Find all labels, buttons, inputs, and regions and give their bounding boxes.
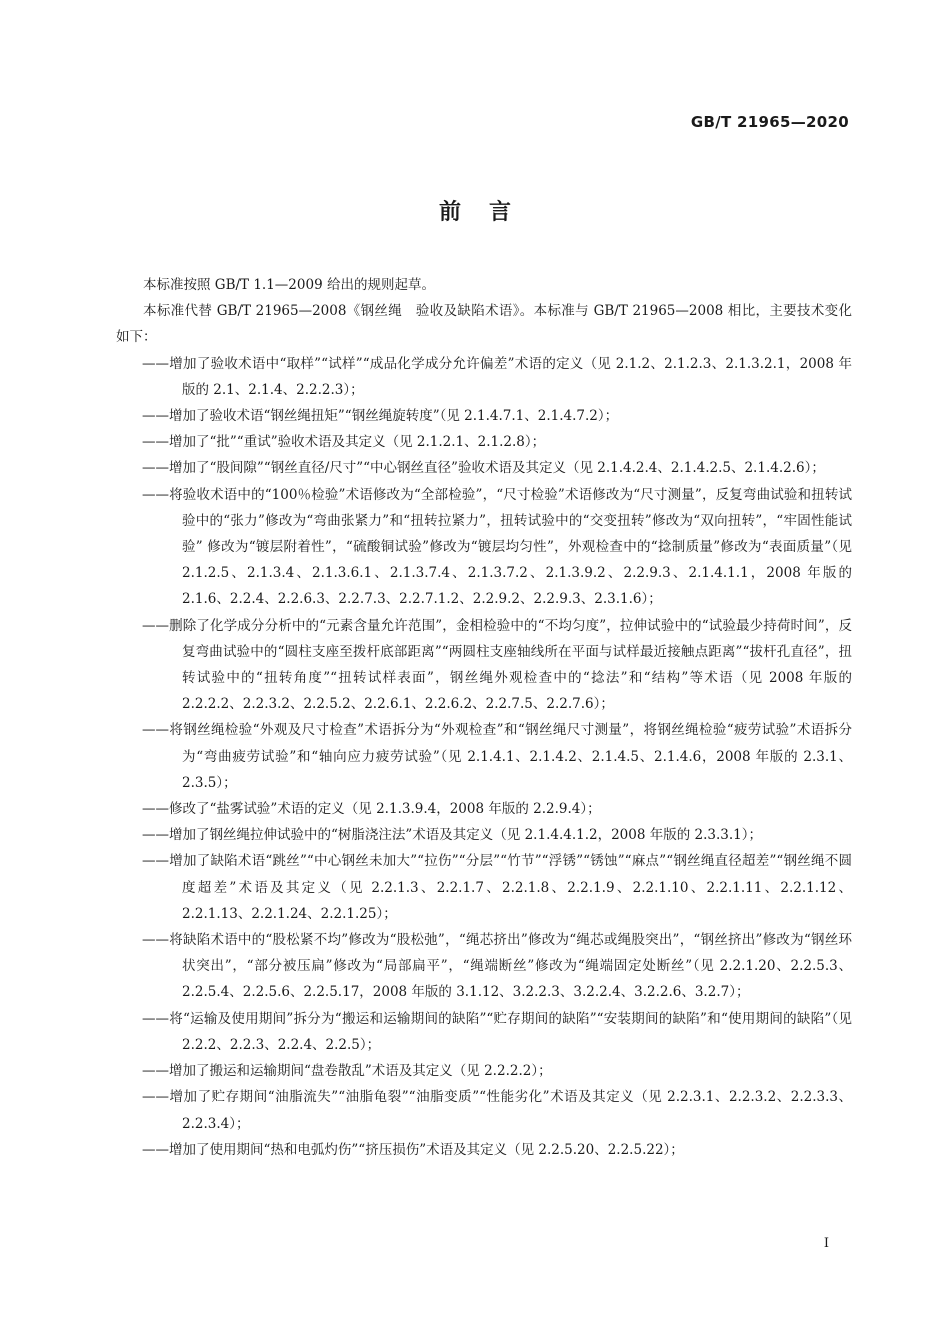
change-item: ——增加了缺陷术语“跳丝”“中心钢丝未加大”“拉伤”“分层”“竹节”“浮锈”“锈蚀”“麻点”“钢丝绳直径超差”“钢丝绳不圆度超差”术语及其定义（见 2.2.1.3、2.2.1.7、2.2.1.8、2.2.1.9、2.2.1.10、2.2.1.11、2.2.1.12、2.2.1.13、2.2.1.24、2.2.1.25）； xyxy=(142,853,852,922)
change-item: ——将钢丝绳检验“外观及尺寸检查”术语拆分为“外观检查”和“钢丝绳尺寸测量”，将钢丝绳检验“疲劳试验”术语拆分为“弯曲疲劳试验”和“轴向应力疲劳试验”（见 2.1.4.1、2.1.4.2、2.1.4.5、2.1.4.6，2008 年版的 2.3.1、2.3.5）； xyxy=(142,722,852,791)
page-title: 前言 xyxy=(438,200,539,225)
change-item: ——将验收术语中的“100％检验”术语修改为“全部检验”，“尺寸检验”术语修改为“尺寸测量”，反复弯曲试验和扭转试验中的“张力”修改为“弯曲张紧力”和“扭转拉紧力”，扭转试验中的“交变扭转”修改为“双向扭转”，“牢固性能试验” 修改为“镀层附着性”，“硫酸铜试验”修改为“镀层均匀性”，外观检查中的“捻制质量”修改为“表面质量”（见 2.1.2.5、2.1.3.4、2.1.3.6.1、2.1.3.7.4、2.1.3.7.2、2.1.3.9.2、2.2.9.3、2.1.4.1.1，2008 年版的 2.1.6、2.2.4、2.2.6.3、2.2.7.3、2.2.7.1.2、2.2.9.2、2.2.9.3、2.3.1.6）； xyxy=(142,486,852,608)
intro-paragraph: 本标准按照 GB/T 1.1—2009 给出的规则起草。 xyxy=(143,277,435,293)
change-item: ——增加了钢丝绳拉伸试验中的“树脂浇注法”术语及其定义（见 2.1.4.4.1.2，2008 年版的 2.3.3.1）； xyxy=(142,827,763,844)
change-item: ——增加了“批”“重试”验收术语及其定义（见 2.1.2.1、2.1.2.8）； xyxy=(142,434,546,451)
change-item: ——增加了验收术语中“取样”“试样”“成品化学成分允许偏差”术语的定义（见 2.1.2、2.1.2.3、2.1.3.2.1，2008 年版的 2.1、2.1.4、2.2.2.3）； xyxy=(142,355,852,398)
change-item: ——增加了验收术语“钢丝绳扭矩”“钢丝绳旋转度”（见 2.1.4.7.1、2.1.4.7.2）； xyxy=(142,408,619,425)
change-item: ——删除了化学成分分析中的“元素含量允许范围”，金相检验中的“不均匀度”，拉伸试验中的“试验最少持荷时间”，反复弯曲试验中的“圆柱支座至拨杆底部距离”“两圆柱支座轴线所在平面与试样最近接触点距离”“拔杆孔直径”，扭转试验中的“扭转角度”“扭转试样表面”，钢丝绳外观检查中的“捻法”和“结构”等术语（见 2008 年版的 2.2.2.2、2.2.3.2、2.2.5.2、2.2.6.1、2.2.6.2、2.2.7.5、2.2.7.6）； xyxy=(142,617,852,713)
change-item: ——增加了“股间隙”“钢丝直径/尺寸”“中心钢丝直径”验收术语及其定义（见 2.1.4.2.4、2.1.4.2.5、2.1.4.2.6）； xyxy=(142,460,825,477)
change-item: ——增加了搬运和运输期间“盘卷散乱”术语及其定义（见 2.2.2.2）； xyxy=(142,1063,552,1080)
change-item: ——修改了“盐雾试验”术语的定义（见 2.1.3.9.4，2008 年版的 2.2.9.4）； xyxy=(142,801,601,818)
standard-number: GB/T 21965—2020 xyxy=(690,113,849,131)
foreword-body xyxy=(116,272,852,1163)
intro-paragraph: 本标准代替 GB/T 21965—2008《钢丝绳 验收及缺陷术语》。本标准与 GB/T 21965—2008 相比，主要技术变化如下： xyxy=(116,303,852,346)
change-item: ——将“运输及使用期间”拆分为“搬运和运输期间的缺陷”“贮存期间的缺陷”“安装期间的缺陷”和“使用期间的缺陷”（见 2.2.2、2.2.3、2.2.4、2.2.5）； xyxy=(142,1010,852,1053)
change-item: ——增加了使用期间“热和电弧灼伤”“挤压损伤”术语及其定义（见 2.2.5.20、2.2.5.22）； xyxy=(142,1141,684,1158)
change-item: ——将缺陷术语中的“股松紧不均”修改为“股松弛”，“绳芯挤出”修改为“绳芯或绳股突出”，“钢丝挤出”修改为“钢丝环状突出”，“部分被压扁”修改为“局部扁平”，“绳端断丝”修改为“绳端固定处断丝”（见 2.2.1.20、2.2.5.3、2.2.5.4、2.2.5.6、2.2.5.17，2008 年版的 3.1.12、3.2.2.3、3.2.2.4、3.2.2.6、3.2.7）； xyxy=(142,932,852,1001)
change-item: ——增加了贮存期间“油脂流失”“油脂龟裂”“油脂变质”“性能劣化”术语及其定义（见 2.2.3.1、2.2.3.2、2.2.3.3、2.2.3.4）； xyxy=(142,1089,852,1132)
page-number: I xyxy=(823,1236,829,1251)
